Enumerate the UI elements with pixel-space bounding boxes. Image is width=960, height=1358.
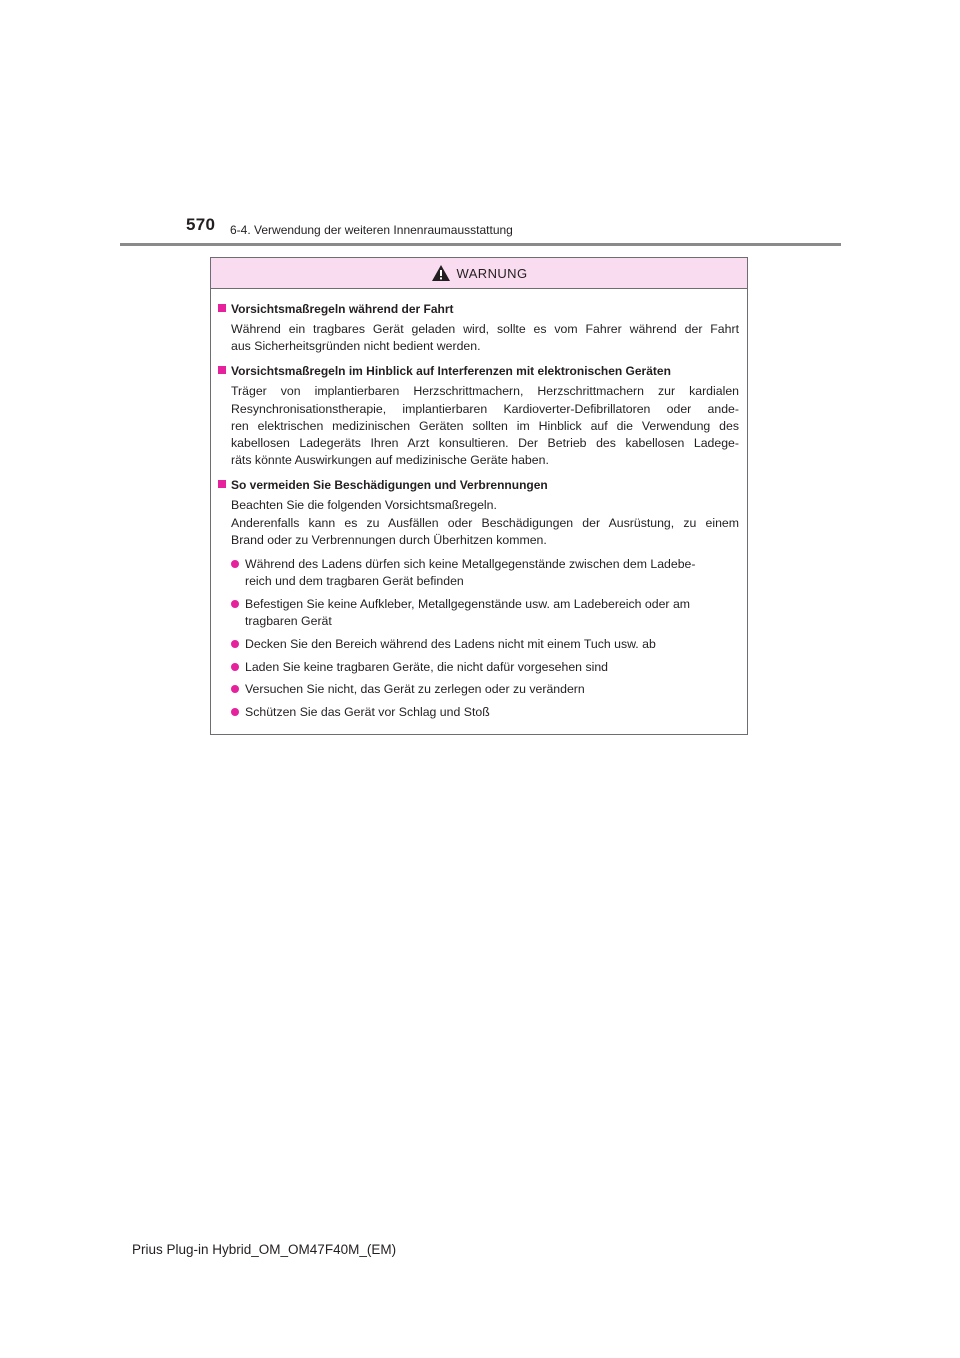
- page-number: 570: [186, 215, 216, 234]
- list-item-line: Laden Sie keine tragbaren Geräte, die nicht dafür vorgesehen sind: [245, 659, 608, 674]
- warning-label: WARNUNG: [456, 265, 528, 281]
- footer-manual-id: Prius Plug-in Hybrid_OM_OM47F40M_(EM): [132, 1242, 397, 1257]
- list-item-line: Schützen Sie das Gerät vor Schlag und Stoß: [245, 704, 490, 719]
- list-item-line: tragbaren Gerät: [245, 614, 332, 629]
- section-heading: [218, 477, 739, 494]
- list-item: [218, 636, 739, 653]
- dot-bullet-icon: [231, 600, 239, 608]
- dot-bullet-icon: [231, 708, 239, 716]
- list-item-line: Während des Ladens dürfen sich keine Metallgegenstände zwischen dem Ladebe-: [245, 557, 696, 572]
- dot-bullet-icon: [231, 685, 239, 693]
- section-heading-text: Vorsichtsmaßregeln während der Fahrt: [231, 302, 454, 316]
- list-item: [218, 681, 739, 698]
- list-item-text: [245, 681, 585, 698]
- list-item-text: [245, 636, 656, 653]
- section-heading-text: So vermeiden Sie Beschädigungen und Verbrennungen: [231, 478, 548, 493]
- dot-bullet-icon: [231, 663, 239, 671]
- list-item-line: reich und dem tragbaren Gerät befinden: [245, 574, 464, 589]
- paragraph-line: Resynchronisationstherapie, implantierbaren Kardioverter-Defibrillatoren oder ande-: [231, 401, 739, 416]
- paragraph-line: Während ein tragbares Gerät geladen wird, sollte es vom Fahrer während der Fahrt: [231, 322, 739, 336]
- list-item-text: [245, 596, 690, 630]
- dot-bullet-icon: [231, 560, 239, 568]
- bullet-list: [218, 556, 739, 721]
- list-item-line: Decken Sie den Bereich während des Ladens nicht mit einem Tuch usw. ab: [245, 636, 656, 651]
- section-heading-text: Vorsichtsmaßregeln im Hinblick auf Interferenzen mit elektronischen Geräten: [231, 364, 671, 379]
- list-item-text: [245, 704, 490, 721]
- list-item: [218, 659, 739, 676]
- paragraph-line: aus Sicherheitsgründen nicht bedient werden.: [231, 339, 481, 354]
- section-title: 6-4. Verwendung der weiteren Innenraumausstattung: [230, 223, 513, 237]
- paragraph-line: räts könnte Auswirkungen auf medizinische Geräte haben.: [231, 453, 549, 468]
- paragraph-line: Beachten Sie die folgenden Vorsichtsmaßregeln.: [231, 498, 497, 513]
- warning-box: [210, 257, 748, 735]
- list-item-text: [245, 556, 696, 590]
- list-item: [218, 556, 739, 590]
- warning-section-damage: [218, 477, 739, 721]
- list-item-line: Befestigen Sie keine Aufkleber, Metallgegenstände usw. am Ladebereich oder am: [245, 596, 691, 611]
- warning-header: [211, 258, 747, 289]
- square-bullet-icon: [218, 304, 226, 312]
- dot-bullet-icon: [231, 640, 239, 648]
- paragraph-line: Träger von implantierbaren Herzschrittmachern, Herzschrittmachern zur kardialen: [231, 384, 739, 399]
- paragraph-line: Brand oder zu Verbrennungen durch Überhitzen kommen.: [231, 532, 547, 547]
- square-bullet-icon: [218, 480, 226, 488]
- header-rule: [120, 243, 841, 246]
- warning-body: [211, 289, 747, 721]
- list-item: [218, 704, 739, 721]
- section-heading: [218, 301, 739, 318]
- section-paragraph: [218, 383, 739, 469]
- warning-triangle-icon: [431, 264, 451, 282]
- section-heading: [218, 363, 739, 380]
- paragraph-line: Anderenfalls kann es zu Ausfällen oder Beschädigungen der Ausrüstung, zu einem: [231, 515, 739, 530]
- list-item-text: [245, 659, 608, 676]
- section-paragraph: [218, 497, 739, 549]
- section-paragraph: [218, 321, 739, 355]
- list-item: [218, 596, 739, 630]
- paragraph-line: ren elektrischen medizinischen Geräten sollten im Hinblick auf die Verwendung des: [231, 418, 739, 433]
- warning-section-driving: [218, 301, 739, 355]
- paragraph-line: kabellosen Ladegeräts Ihren Arzt konsultieren. Der Betrieb des kabellosen Ladege-: [231, 436, 739, 451]
- warning-section-interference: [218, 363, 739, 469]
- list-item-line: Versuchen Sie nicht, das Gerät zu zerlegen oder zu verändern: [245, 682, 585, 697]
- square-bullet-icon: [218, 366, 226, 374]
